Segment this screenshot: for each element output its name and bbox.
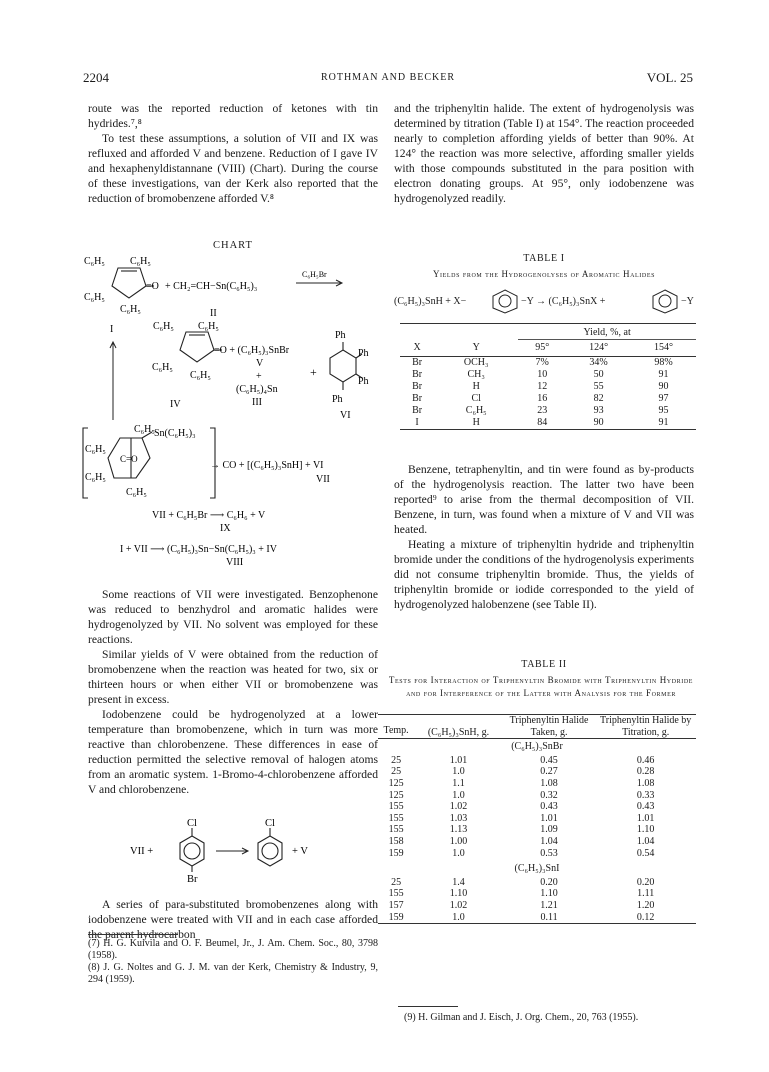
table-cell: Br: [412, 392, 423, 404]
phenyl-label: Ph: [332, 394, 343, 405]
footnote-7: (7) H. G. Kuivila and O. F. Beumel, Jr., J. Am. Chem. Soc., 80, 3798 (1958).: [88, 938, 378, 961]
table-cell: 1.0: [452, 766, 465, 778]
table-cell: 0.54: [636, 847, 655, 859]
table-group-header: (C₆H₅)₃SnBr: [511, 741, 563, 753]
table-row: [378, 836, 696, 848]
table-cell: Br: [412, 380, 423, 392]
table-cell: 1.02: [449, 801, 468, 813]
table-row: [378, 824, 696, 836]
left-column-top: [88, 101, 378, 206]
table-cell: 0.27: [540, 766, 558, 778]
footnote-rule: [88, 934, 178, 935]
paragraph: A series of para-substituted bromobenzenes along with iodobenzene were treated with VII and in each case afforded the parent hydrocarbon: [88, 898, 378, 941]
selective-reduction-scheme: [120, 816, 340, 886]
table-cell: 95: [658, 404, 669, 416]
table-row: [378, 813, 696, 825]
table-cell: 82: [593, 392, 604, 404]
column-header: 124°: [589, 341, 609, 353]
paragraph: Heating a mixture of triphenyltin hydride and triphenyltin bromide under the conditions of the hydrogenolysis experiments did not consume triphenyltin bromide. Thus, the yields of triphenyltin bromide or iodide corresponded to the yield of hydrogenolyzed halobenzene (see Table II).: [394, 538, 694, 611]
phenyl-label: Ph: [358, 376, 369, 387]
product-label: =O + (C₆H₅)₃SnBr: [214, 345, 290, 356]
plus-sign: +: [310, 365, 317, 379]
table-row: [400, 405, 696, 417]
paragraph: route was the reported reduction of ketones with tin hydrides.⁷,⁸: [88, 102, 378, 130]
reagent-label: + CH₂=CH−Sn(C₆H₅)₃: [165, 281, 258, 292]
table-cell: OCH₃: [463, 356, 489, 368]
paragraph: To test these assumptions, a solution of VII and IX was refluxed and afforded V and benzene. Reduction of I gave IV and hexaphenyldistannane (VIII) (Chart). During the course of these investigations, van der Kerk also reported that the reduction of bromobenzene afforded V.⁸: [88, 132, 378, 205]
table-cell: 155: [388, 812, 404, 824]
phenyl-label: C₆H₅: [85, 472, 106, 483]
table-cell: 158: [388, 835, 404, 847]
compound-label-VI: VI: [340, 410, 351, 421]
table-cell: Br: [412, 404, 423, 416]
vertical-arrow: [110, 342, 116, 420]
tin-group-label: Sn(C₆H₅)₃: [154, 428, 196, 439]
footnote-9: (9) H. Gilman and J. Eisch, J. Org. Chem., 20, 763 (1955).: [404, 1012, 639, 1023]
table-cell: 10: [537, 368, 548, 380]
table-cell: 97: [658, 392, 669, 404]
table-row: [378, 790, 696, 802]
phenyl-label: C₆H₅: [130, 256, 151, 267]
table-cell: 0.53: [540, 847, 558, 859]
table-cell: CH₃: [467, 368, 485, 380]
equation-right: −Y: [681, 296, 694, 307]
table-cell: 55: [593, 380, 604, 392]
table-row: [400, 417, 696, 430]
table-cell: 1.08: [636, 777, 655, 789]
paragraph: Similar yields of V were obtained from the reduction of bromobenzene when the reaction was heated for two, six or thirteen hours or when either VII or bromobenzene was present in excess.: [88, 648, 378, 706]
table-cell: 0.12: [636, 911, 655, 923]
paragraph: Benzene, tetraphenyltin, and tin were found as by-products of the hydrogenolysis reaction. The latter two have been reported⁹ to arise from the thermal decomposition of VII. Benzene, in turn, was found when a mixture of V and VII was heated.: [394, 463, 694, 536]
footnote-rule: [398, 1006, 458, 1007]
benzene-ring: [650, 288, 680, 314]
phenyl-label: C₆H₅: [198, 321, 219, 332]
equation: VII + C₆H₅Br ⟶ C₆H₆ + V: [152, 510, 266, 521]
table-cell: 1.08: [540, 777, 558, 789]
column-header: Y: [472, 341, 480, 353]
table-cell: 25: [391, 876, 402, 888]
bromine-label: Br: [187, 874, 198, 885]
table-cell: 98%: [654, 356, 673, 368]
table-row: [378, 778, 696, 790]
table-cell: 84: [537, 416, 548, 428]
table-cell: 157: [388, 899, 404, 911]
column-header: 154°: [654, 341, 674, 353]
chlorine-label: Cl: [187, 818, 197, 829]
column-header: 95°: [535, 341, 550, 353]
table-cell: H: [472, 416, 480, 428]
table-cell: 0.46: [636, 754, 655, 766]
compound-label-V: V: [256, 358, 264, 369]
phenyl-label: C₆H₅: [190, 370, 211, 381]
table-cell: 1.04: [540, 835, 558, 847]
table-cell: 155: [388, 801, 404, 813]
table-cell: 1.21: [540, 899, 558, 911]
column-header: Temp.: [383, 724, 409, 736]
compound-label-I: I: [110, 324, 114, 335]
table-cell: 1.10: [636, 824, 655, 836]
table-cell: 1.04: [636, 835, 655, 847]
table-cell: 23: [537, 404, 548, 416]
table-cell: 0.11: [540, 911, 558, 923]
compound-label-III: III: [252, 397, 262, 408]
table-cell: 1.13: [449, 824, 468, 836]
phenyl-label: Ph: [358, 348, 369, 359]
paragraph: Some reactions of VII were investigated. Benzophenone was reduced to benzhydrol and aromatic halides were hydrogenolyzed by VII. No solvent was employed for these reactions.: [88, 588, 378, 646]
table-cell: 0.28: [636, 766, 655, 778]
page-number: 2204: [83, 70, 109, 85]
table-cell: 1.00: [449, 835, 468, 847]
table-row: [378, 848, 696, 860]
table-cell: I: [415, 416, 419, 428]
paragraph: Iodobenzene could be hydrogenolyzed at a lower temperature than bromobenzene, which in turn was more reactive than chlorobenzene. These differences in ease of reduction permitted the selective removal of halogen atoms from an aromatic system. 1-Bromo-4-chlorobenzene afforded V and chlorobenzene.: [88, 708, 378, 796]
table1-caption: Yields from the Hydrogenolyses of Aromatic Halides: [432, 269, 656, 279]
carbonyl-label: =O: [146, 281, 159, 292]
table2-caption: Tests for Interaction of Triphenyltin Bromide with Triphenyltin Hydride and for Interference of the Latter with Analysis for the Former: [388, 675, 694, 698]
phenyl-label: Ph: [335, 330, 346, 341]
plus-sign: +: [256, 371, 262, 382]
table-cell: 0.20: [636, 876, 655, 888]
column-header: Triphenyltin Halide Taken, g.: [509, 715, 589, 738]
table-row: [400, 356, 696, 369]
phenyl-label: C₆H₅: [84, 256, 105, 267]
column-header: Triphenyltin Halide by Titration, g.: [600, 715, 692, 738]
table-cell: H: [472, 380, 480, 392]
compound-label-II: II: [210, 308, 217, 319]
condition-label: C₆H₅Br: [302, 270, 327, 279]
table-row: [378, 877, 696, 889]
table-cell: Cl: [471, 392, 481, 404]
table-cell: 1.0: [452, 789, 465, 801]
phenyl-label: C₆H₅: [126, 487, 147, 498]
table-row: [378, 755, 696, 767]
table-cell: C₆H₅: [465, 404, 487, 416]
table-cell: 16: [537, 392, 548, 404]
table-cell: 1.01: [449, 754, 468, 766]
reactant-label: VII +: [130, 846, 154, 857]
table-cell: 155: [388, 824, 404, 836]
column-header: (C₆H₅)₃SnH, g.: [427, 726, 490, 738]
right-column-top: [394, 101, 694, 206]
right-column-middle: [394, 462, 694, 612]
benzene-ring: [258, 828, 282, 866]
compound-label-VIII: VIII: [226, 557, 244, 568]
table-group-header: (C₆H₅)₃SnI: [514, 863, 560, 875]
table-cell: 0.33: [636, 789, 655, 801]
table-cell: 1.01: [540, 812, 558, 824]
table1-equation: [394, 288, 700, 314]
table-cell: 0.20: [540, 876, 558, 888]
phenyl-label: C₆H₅: [120, 304, 141, 315]
table-cell: 1.03: [449, 812, 468, 824]
table-row: [378, 888, 696, 900]
carbonyl-label: C=O: [120, 454, 138, 464]
paragraph: and the triphenyltin halide. The extent of hydrogenolysis was determined by titration (Table I) at 154°. The reaction proceeded nearly to completion affording yields of better than 90%. At 124° the reaction was more selective, affording smaller yields with those compounds substituted in the para position with electron donating groups. At 95°, only iodobenzene was hydrogenolyzed readily.: [394, 102, 694, 205]
table-cell: 34%: [589, 356, 608, 368]
table-cell: 155: [388, 888, 404, 900]
table2: [378, 714, 696, 924]
table-cell: 91: [658, 416, 669, 428]
phenyl-label: C₆H₅: [152, 362, 173, 373]
benzene-ring: [490, 288, 520, 314]
table-cell: 1.11: [637, 888, 655, 900]
phenyl-label: C₆H₅: [153, 321, 174, 332]
left-column-bottom: [88, 897, 378, 942]
table-row: [378, 900, 696, 912]
table-cell: 7%: [535, 356, 549, 368]
benzene-ring: [180, 828, 204, 872]
table-row: [378, 912, 696, 924]
table-cell: 12: [537, 380, 548, 392]
table-cell: 0.43: [540, 801, 558, 813]
equation: I + VII ⟶ (C₆H₅)₃Sn−Sn(C₆H₅)₃ + IV: [120, 544, 277, 555]
table-cell: 90: [658, 380, 669, 392]
running-title: ROTHMAN AND BECKER: [320, 72, 456, 83]
phenyl-label: C₆H₅: [84, 292, 105, 303]
table-cell: Br: [412, 368, 423, 380]
table-cell: 1.4: [452, 876, 465, 888]
reaction-arrow: [216, 848, 248, 854]
table-cell: 1.10: [540, 888, 558, 900]
table-cell: 50: [593, 368, 604, 380]
equation-left: (C₆H₅)₃SnH + X−: [394, 296, 467, 307]
chart-title: CHART: [213, 240, 253, 251]
table-cell: 0.43: [636, 801, 655, 813]
table-row: [400, 381, 696, 393]
table-cell: 1.20: [636, 899, 655, 911]
volume-label: VOL. 25: [646, 70, 693, 85]
column-header: X: [413, 341, 421, 353]
equation-middle: −Y → (C₆H₅)₃SnX +: [521, 296, 606, 307]
table-cell: 159: [388, 847, 404, 859]
product-label: → CO + [(C₆H₅)₃SnH] + VI: [210, 460, 324, 471]
table1-label: TABLE I: [523, 253, 565, 264]
table-row: [400, 393, 696, 405]
table1: [400, 323, 696, 430]
reaction-arrow: [296, 280, 342, 286]
compound-label-IX: IX: [220, 523, 231, 534]
table-cell: Br: [412, 356, 423, 368]
table-row: [400, 369, 696, 381]
table-cell: 1.10: [449, 888, 468, 900]
compound-label-VII: VII: [316, 474, 330, 485]
product-label: + V: [292, 846, 308, 857]
table-cell: 125: [388, 789, 404, 801]
table-cell: 0.45: [540, 754, 558, 766]
phenyl-label: C₆H₅: [85, 444, 106, 455]
table-cell: 91: [658, 368, 669, 380]
table-cell: 90: [593, 416, 604, 428]
table-cell: 125: [388, 777, 404, 789]
compound-label-IV: IV: [170, 399, 181, 410]
table-row: [378, 766, 696, 778]
table-cell: 1.0: [452, 847, 465, 859]
running-header: [83, 70, 693, 86]
table-cell: 0.32: [540, 789, 558, 801]
table-cell: 1.0: [452, 911, 465, 923]
table2-label: TABLE II: [521, 659, 567, 670]
table-cell: 1.09: [540, 824, 558, 836]
table-cell: 25: [391, 766, 402, 778]
table-cell: 1.01: [636, 812, 655, 824]
phenyl-label: C₆H₅: [134, 424, 155, 435]
reaction-scheme: [80, 250, 380, 580]
left-column-middle: [88, 587, 378, 797]
table-cell: 93: [593, 404, 604, 416]
footnote-8: (8) J. G. Noltes and G. J. M. van der Kerk, Chemistry & Industry, 9, 294 (1959).: [88, 962, 378, 985]
chlorine-label: Cl: [265, 818, 275, 829]
product-label: (C₆H₅)₄Sn: [236, 384, 278, 395]
table-cell: 1.1: [452, 777, 465, 789]
table-cell: 1.02: [449, 899, 468, 911]
table-row: [378, 801, 696, 813]
table-cell: 25: [391, 754, 402, 766]
table-cell: 159: [388, 911, 404, 923]
yield-header: Yield, %, at: [518, 324, 696, 340]
